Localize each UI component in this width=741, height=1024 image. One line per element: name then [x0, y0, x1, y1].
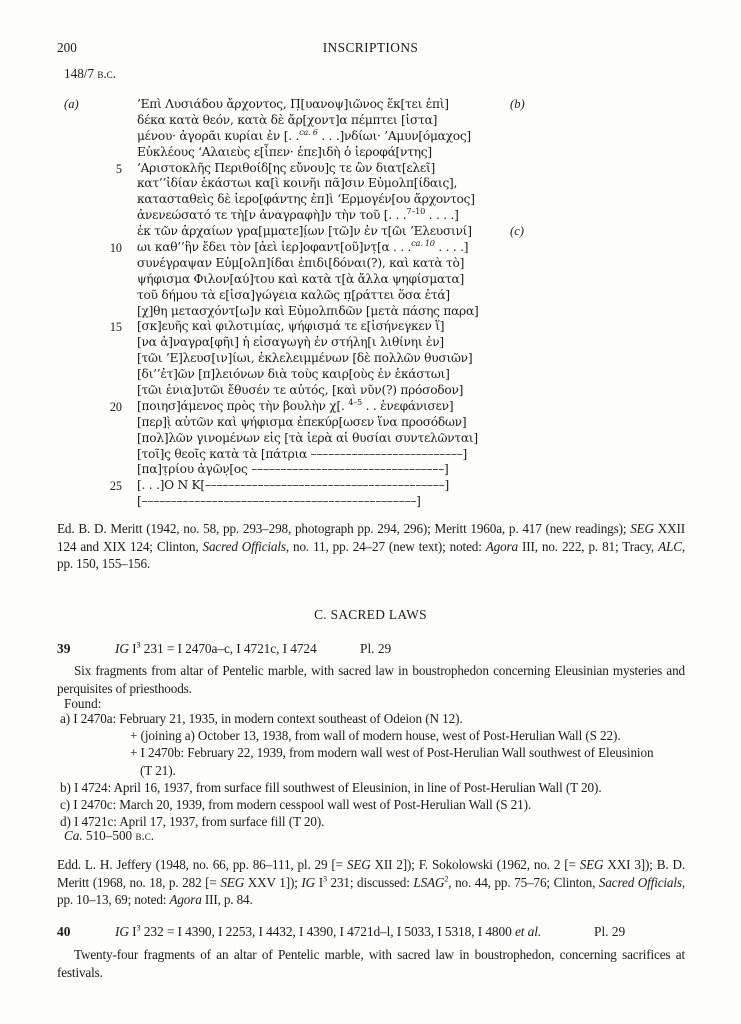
- found-label: Found:: [64, 696, 102, 711]
- greek-line-text: [ποιησ]άμενος πρὸς τὴν βουλὴν χ̣[. $^{4-5}$ . . ἐνεφάνισεν]: [137, 396, 454, 413]
- greek-line-text: τοῦ δήμου τὰ ε[ἰσα]γώγεια καλῶς π̣[ράττει ὅσα ἐτά]: [137, 287, 450, 302]
- found-item: b) I 4724: April 16, 1937, from surface fill southwest of Eleusinion, in line of Post-Herulian Wall (T 20).: [60, 779, 602, 795]
- greek-line-text: [να ἀ]ναγρα[φῆι] ἡ εἰσαγωγὴ ἐν στήλη[ι λιθίνηι ἐν]: [137, 335, 444, 350]
- date-range: Ca. 510–500 b.c.: [64, 828, 155, 843]
- greek-line-text: δέκα κατὰ θεόν, κατὰ δὲ ἄρ[χοντ]α πέμπτει [ἱστα]: [137, 112, 438, 127]
- greek-line-text: ἐκ τῶν ἀρχαίων γρα[μματε]ί̣ων [τῶ]ν ἐν τ[ῶι ’Ελευσινί]: [137, 224, 472, 239]
- entry-citation: IG $I^3$ 232 = I 4390, I 2253, I 4432, I 4390, I 4721d–l, I 5033, I 5318, I 4800 et al.: [115, 923, 542, 939]
- inscription-line: [64, 161, 684, 177]
- greek-line-text: Εὐκλέους ‘Αλαιεὺς ε[ἶπεν· ἐπε]ιδὴ ὁ ἱεροφά[ντης]: [137, 144, 432, 159]
- inscription-line: [64, 462, 684, 478]
- inscription-line: [64, 113, 684, 129]
- entry38-bibliography: Ed. B. D. Meritt (1942, no. 58, pp. 293–298, photograph pp. 294, 296); Meritt 1960a, p. 417 (new readings); SEG XXII 124 and XIX 124; Clinton, Sacred Officials, no. 11, pp. 24–27 (new text); noted: Agora III, no. 222, p. 81; Tracy, ALC, pp. 150, 155–156.: [57, 521, 686, 572]
- entry-citation: IG $I^3$ 231 = I 2470a–c, I 4721c, I 4724: [115, 640, 317, 656]
- plate-reference: Pl. 29: [594, 924, 626, 939]
- greek-line-text: [περ]ὶ̣ αὐτῶν καὶ ψήφισμα ἐπεκύρ[ωσεν ἵνα προσόδων]: [137, 414, 467, 429]
- greek-line-text: [δι’’ἐτ]ῶν [π]λειόνων διὰ τοὺς καιρ[οὺς ἐν ἑκάστωι]: [137, 367, 450, 382]
- greek-line-text: κατασταθεὶς δὲ ἱερο[φάντης ἐπ]ὶ ‘Ερμογέν[ου ἄρχοντος]: [137, 192, 475, 207]
- page-header: [0, 40, 741, 58]
- found-list: [57, 710, 717, 830]
- line-number: 25: [109, 479, 122, 494]
- entry39-heading: [57, 641, 685, 659]
- greek-line-text: μένου· ἀγορᾶι κυρίαι ἐν [. .$^{ca. 6}$ . . .]νδίωι· ’Αμυν[όμαχος]: [137, 126, 471, 143]
- inscription-line: [64, 335, 684, 351]
- greek-line-text: συνέγραψαν Εὐμ[ολπ]ίδαι ἐπιδι[δόναι(?), καὶ κατὰ τὸ]: [137, 255, 465, 270]
- found-item: d) I 4721c: April 17, 1937, from surface fill (T 20).: [60, 814, 325, 830]
- inscription-line: [64, 272, 684, 288]
- inscription-line: [64, 288, 684, 304]
- inscription-line: [64, 396, 684, 415]
- found-item: + I 2470b: February 22, 1939, from modern wall west of Post-Herulian Wall southwest of Eleusinion: [130, 745, 654, 761]
- greek-line-text: κατ’’ἰδίαν ἑκάστωι κα[ὶ κοινῆι πᾶ]σιν Εὐμολπ[ίδαις],: [137, 176, 458, 191]
- inscription-line: [64, 176, 684, 192]
- inscription-line: [64, 126, 684, 145]
- section-heading: C. SACRED LAWS: [314, 607, 427, 622]
- greek-line-text: ωι καθ’’ἣν ἔδει τὸν [ἀεὶ ἱερ]οφαντ[οῦ]ντ̣[α . . .$^{ca. 10}$ . . . .]: [137, 237, 469, 255]
- inscription-line: [64, 478, 684, 494]
- running-head: INSCRIPTIONS: [322, 40, 419, 55]
- greek-line-text: [σκ]ευῆς καὶ φιλοτιμίας, ψήφισμά τε ε[ἰσήνεγκεν ἵ]: [137, 319, 445, 334]
- found-item: a) I 2470a: February 21, 1935, in modern context southeast of Odeion (N 12).: [60, 711, 463, 726]
- entry40-heading: [57, 924, 685, 942]
- inscription-line: [64, 319, 684, 335]
- greek-line-text: [τοῖ]ς̣ θεοῖς κατὰ τὰ [πάτρια ––––––––––––––––––––––––––]: [137, 446, 468, 461]
- entry-number: 39: [57, 641, 71, 656]
- fragment-side-label: (c): [510, 224, 524, 239]
- fragment-label: (a): [64, 97, 79, 111]
- inscription-line: [64, 224, 684, 240]
- greek-line-text: ’Επὶ Λυσιάδου ἄρχοντος, Π̣[υανοψ]ιῶνος ἕκ[τει ἐπὶ]: [137, 97, 449, 111]
- inscription-line: [64, 97, 684, 113]
- entry39-bibliography: Edd. L. H. Jeffery (1948, no. 66, pp. 86–111, pl. 29 [= SEG XII 2]); F. Sokolowski (1962, no. 2 [= SEG XXI 3]); B. D. Meritt (1968, no. 18, p. 282 [= SEG XXV 1]); IG $I^3$ 231; discussed: LSAG$^2$, no. 44, pp. 75–76; Clinton, Sacred Officials, pp. 10–13, 69; noted: Agora III, p. 84.: [57, 857, 686, 908]
- greek-line-text: [–––––––––––––––––––––––––––––––––––––––––––––––]: [137, 494, 421, 509]
- greek-lines: [64, 97, 684, 510]
- greek-line-text: [. . .]Ο Ν Κ[–––––––––––––––––––––––––––––––––––––––––]: [137, 478, 449, 493]
- inscription-date: 148/7 b.c.: [64, 66, 116, 81]
- greek-line-text: [τῶι ’Ε]λευσ[ιν]ίωι, ἐκλελειμμένων [δὲ πολλῶν θυσιῶν]: [137, 351, 473, 366]
- inscription-line: [64, 494, 684, 510]
- entry39-description: Six fragments from altar of Pentelic marble, with sacred law in boustrophedon concerning Eleusinian mysteries and perquisites of priesthoods.: [57, 663, 685, 696]
- inscription-line: [64, 237, 684, 256]
- found-item: + (joining a) October 13, 1938, from wall of modern house, west of Post-Herulian Wall (S 22).: [130, 728, 621, 744]
- inscription-line: [64, 367, 684, 383]
- greek-line-text: ’Αριστοκλῆς Περιθοίδ[ης εὔνου]ς τε ὢν διατ[ελεῖ]: [137, 160, 436, 175]
- inscription-line: [64, 415, 684, 431]
- inscription-line: [64, 256, 684, 272]
- inscription-line: [64, 192, 684, 208]
- inscription-line: [64, 208, 684, 224]
- entry-number: 40: [57, 924, 71, 939]
- inscription-line: [64, 447, 684, 463]
- line-number: 15: [109, 320, 122, 335]
- greek-line-text: ἀνενεώσατό τε τὴ[ν ἀναγραφὴ]ν τὴν τοῦ [. . .$^{7-10}$ . . . .]: [137, 206, 459, 223]
- inscription-line: [64, 383, 684, 399]
- line-number: 10: [109, 241, 122, 256]
- fragment-side-label: (b): [510, 97, 525, 111]
- entry40-description: Twenty-four fragments of an altar of Pentelic marble, with sacred law in boustrophedon, concerning sacrifices at festivals.: [57, 947, 685, 980]
- greek-line-text: [πολ]λῶν γινομένων εἰς [τὰ ἱερὰ αἱ θυσίαι συντελῶνται]: [137, 430, 478, 445]
- inscription-line: [64, 431, 684, 447]
- line-number: 5: [115, 161, 122, 176]
- greek-line-text: [πα]τ̣ρίου ἀγῶν̣[ος –––––––––––––––––––––––––––––––––]: [137, 462, 449, 477]
- greek-line-text: ψήφισμα Φιλον[αύ]του καὶ κατὰ τ[ὰ ἄλλα ψηφίσματα]: [137, 271, 464, 286]
- inscription-line: [64, 304, 684, 320]
- line-number: 20: [109, 399, 122, 414]
- plate-reference: Pl. 29: [360, 641, 392, 656]
- greek-line-text: [τῶι ἐνια]υτῶι ἔθυσέν τε αὐτός, [καὶ νῦν(?) πρόσοδον]: [137, 383, 464, 398]
- found-item: c) I 2470c: March 20, 1939, from modern cesspool wall west of Post-Herulian Wall (S 21).: [60, 797, 532, 813]
- found-item: (T 21).: [140, 762, 176, 778]
- page-number: 200: [57, 40, 77, 55]
- inscription-line: [64, 145, 684, 161]
- inscription-line: [64, 351, 684, 367]
- greek-line-text: [χ]θη μετασχόντ[ω]ν καὶ Εὐμολπιδῶν [μετὰ πάσης παρα]: [137, 303, 479, 318]
